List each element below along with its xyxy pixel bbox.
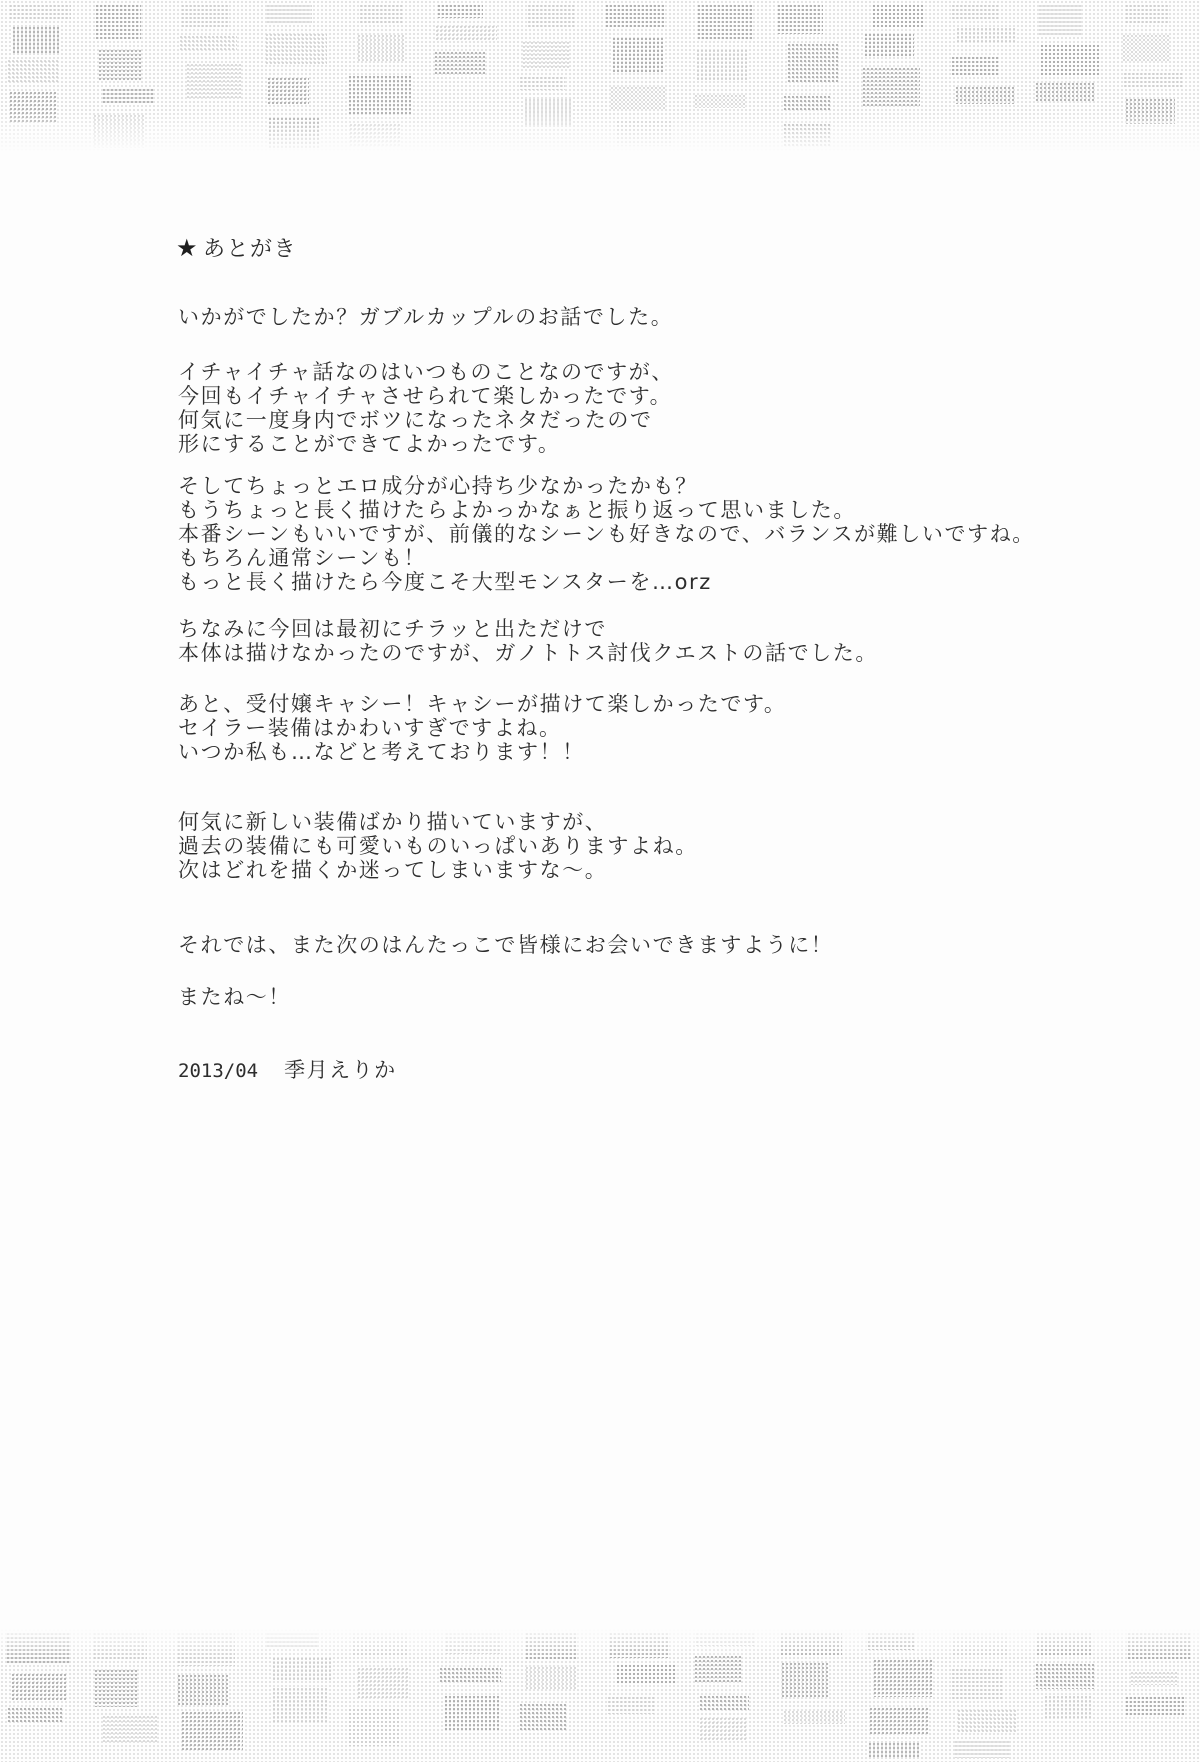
screentone-block [873, 1659, 932, 1697]
screentone-block [11, 1673, 66, 1700]
screentone-block [954, 1740, 1011, 1758]
text-line: セイラー装備はかわいすぎですよね。 [178, 716, 562, 740]
text-line: イチャイチャ話なのはいつものことなのですが、 [178, 360, 674, 384]
screentone-block [348, 1708, 400, 1746]
screentone-block [9, 4, 71, 19]
screentone-block [868, 1742, 919, 1758]
screentone-border-top [0, 0, 1200, 152]
text-line: あと、受付嬢キャシー！キャシーが描けて楽しかったです。 [178, 692, 787, 716]
screentone-block [951, 4, 997, 19]
screentone-block [179, 35, 236, 51]
paragraph-7 [178, 933, 833, 957]
text-line: またね〜！ [178, 985, 291, 1009]
afterword-title: あとがき [203, 237, 298, 262]
paragraph-8 [178, 985, 291, 1009]
screentone-block [439, 1667, 502, 1684]
screentone-block [862, 67, 919, 106]
screentone-block [607, 1696, 656, 1714]
screentone-block [348, 75, 411, 114]
screentone-block [699, 1695, 750, 1711]
screentone-block [434, 51, 485, 74]
screentone-block [696, 49, 747, 82]
paragraph-1 [178, 305, 673, 329]
screentone-block [186, 63, 243, 99]
screentone-block [697, 4, 753, 41]
paragraph-6 [178, 810, 698, 882]
signature-date: 2013/04 [178, 1060, 259, 1082]
screentone-block [519, 1703, 566, 1731]
screentone-block [616, 1664, 677, 1684]
paragraph-4 [178, 617, 878, 665]
screentone-block [272, 1657, 332, 1681]
screentone-block [435, 25, 498, 41]
screentone-block [95, 4, 141, 39]
text-line: ちなみに今回は最初にチラッと出ただけで [178, 617, 607, 641]
text-line: 形にすることができてよかったです。 [178, 432, 561, 456]
screentone-block [525, 1666, 576, 1691]
afterword-heading [176, 232, 297, 263]
screentone-block [102, 1715, 157, 1743]
screentone-block [872, 4, 925, 27]
screentone-block [787, 43, 839, 82]
screentone-block [1035, 1663, 1094, 1689]
text-line: 本体は描けなかったのですが、ガノトトス討伐クエストの話でした。 [178, 641, 878, 665]
screentone-block [98, 49, 143, 81]
screentone-block [12, 26, 59, 53]
text-line: いつか私も…などと考えております！！ [178, 740, 585, 764]
screentone-block [1123, 72, 1182, 87]
text-line: 本番シーンもいいですが、前儀的なシーンも好きなので、バランスが難しいですね。 [178, 522, 1035, 546]
screentone-block [527, 4, 576, 28]
screentone-block [956, 27, 1016, 43]
star-icon: ★ [176, 233, 200, 262]
screentone-block [783, 1710, 846, 1724]
screentone-block [444, 1695, 501, 1730]
text-line: そしてちょっとエロ成分が心持ち少なかったかも？ [178, 474, 698, 498]
paragraph-2 [178, 360, 674, 456]
screentone-block [605, 4, 666, 27]
screentone-block [1125, 4, 1170, 23]
screentone-block [7, 59, 60, 83]
screentone-block [519, 76, 564, 90]
text-line: 今回もイチャイチャさせられて楽しかったです。 [178, 384, 673, 408]
screentone-block [957, 1709, 1018, 1734]
screentone-block [357, 34, 403, 63]
screentone-block [955, 86, 1015, 104]
screentone-block [1130, 1671, 1179, 1685]
screentone-block [272, 1687, 327, 1722]
screentone-block [777, 4, 822, 34]
screentone-block [181, 4, 228, 28]
screentone-block [869, 1707, 929, 1736]
signature [178, 1054, 397, 1084]
screentone-block [357, 1667, 408, 1699]
screentone-block [612, 37, 663, 73]
screentone-block [266, 4, 312, 25]
text-line: それでは、また次のはんたっこで皆様にお会いできますように！ [178, 933, 834, 957]
text-line: 何気に新しい装備ばかり描いていますが、 [178, 810, 608, 834]
text-line: もっと長く描けたら今度こそ大型モンスターを…orz [178, 570, 712, 594]
screentone-block [265, 33, 327, 64]
screentone-block [1035, 82, 1096, 103]
screentone-block [951, 56, 997, 75]
screentone-block [699, 1717, 749, 1741]
text-line: もちろん通常シーンも！ [178, 546, 427, 570]
text-line: 過去の装備にも可愛いものいっぱいありますよね。 [178, 834, 698, 858]
screentone-block [359, 4, 404, 23]
text-line: いかがでしたか？ガブルカップルのお話でした。 [178, 305, 674, 329]
screentone-block [1038, 4, 1081, 37]
screentone-block [437, 4, 483, 18]
screentone-block [783, 95, 829, 112]
screentone-block [177, 1674, 228, 1705]
screentone-block [864, 33, 914, 58]
screentone-block [1044, 1695, 1092, 1719]
screentone-block [694, 1655, 742, 1682]
text-line: もうちょっと長く描けたらよかっかなぁと振り返って思いました。 [178, 498, 856, 522]
screentone-block [951, 1668, 1002, 1699]
screentone-block [1125, 1696, 1183, 1717]
screentone-block [694, 94, 745, 108]
screentone-block [102, 88, 153, 103]
screentone-fade [0, 112, 1200, 152]
screentone-block [7, 1707, 64, 1722]
screentone-block [94, 1669, 138, 1707]
text-line: 何気に一度身内でボツになったネタだったので [178, 408, 653, 432]
screentone-block [610, 86, 667, 109]
screentone-block [181, 1711, 243, 1750]
screentone-block [522, 41, 571, 70]
screentone-block [1040, 44, 1102, 75]
screentone-fade [0, 1628, 1200, 1658]
screentone-block [1122, 34, 1171, 62]
signature-author: 季月えりか [284, 1058, 397, 1082]
paragraph-3 [178, 474, 1035, 594]
text-line: 次はどれを描くか迷ってしまいますな〜。 [178, 858, 608, 882]
paragraph-5 [178, 692, 787, 764]
screentone-block [781, 1662, 829, 1699]
screentone-block [267, 77, 310, 104]
screentone-border-bottom [0, 1628, 1200, 1762]
